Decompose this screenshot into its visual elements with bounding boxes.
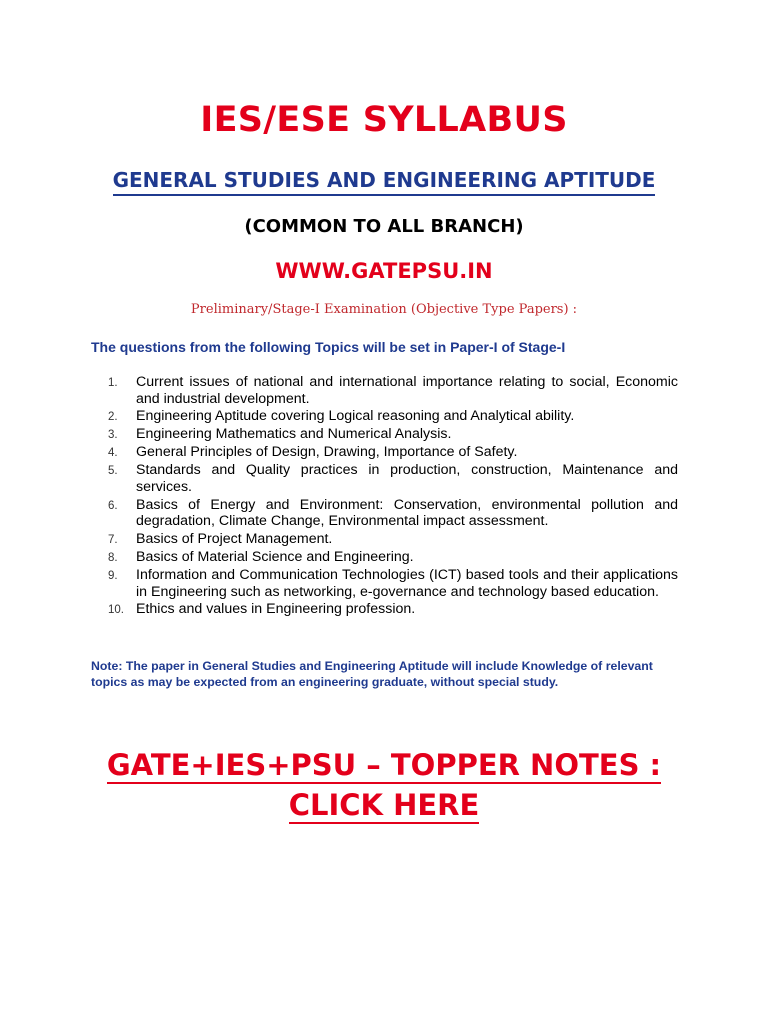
list-item <box>0 497 678 530</box>
list-item-text: Basics of Energy and Environment: Conservation, environmental pollution and degradation, Climate Change, Environmental impact assessment. <box>136 496 678 530</box>
list-item <box>0 426 678 443</box>
list-item-number: 9. <box>108 569 118 582</box>
subtitle-wrapper <box>0 168 768 192</box>
note-paragraph: Note: The paper in General Studies and Engineering Aptitude will include Knowledge of relevant topics as may be expected from an engineering graduate, without special study. <box>91 659 653 689</box>
list-item-text: Standards and Quality practices in production, construction, Maintenance and services. <box>136 462 678 495</box>
list-item <box>0 601 678 618</box>
topics-heading: The questions from the following Topics will be set in Paper-I of Stage-I <box>91 339 566 355</box>
list-item <box>0 408 678 425</box>
list-item-number: 6. <box>108 499 118 512</box>
list-item-number: 7. <box>108 534 118 547</box>
page-title: IES/ESE SYLLABUS <box>200 100 568 140</box>
list-item-text: Engineering Aptitude covering Logical reasoning and Analytical ability. <box>136 408 575 425</box>
list-item <box>0 374 678 407</box>
list-item-text: General Principles of Design, Drawing, Importance of Safety. <box>136 444 518 461</box>
list-item <box>0 549 678 566</box>
common-to-all-branch: (COMMON TO ALL BRANCH) <box>244 216 524 237</box>
list-item-text: Information and Communication Technologies (ICT) based tools and their applications in Engineering such as networking, e-governance and technology based education. <box>136 566 678 600</box>
list-item-text: Basics of Project Management. <box>136 531 333 548</box>
website-link[interactable]: WWW.GATEPSU.IN <box>275 259 493 283</box>
topper-notes-link[interactable] <box>0 745 768 825</box>
list-item <box>0 462 678 495</box>
list-item-text: Current issues of national and international importance relating to social, Economic and industrial development. <box>136 374 678 407</box>
list-item-number: 5. <box>108 465 118 478</box>
subtitle: GENERAL STUDIES AND ENGINEERING APTITUDE <box>113 168 656 196</box>
list-item-number: 8. <box>108 552 118 565</box>
list-item <box>0 444 678 461</box>
list-item-text: Engineering Mathematics and Numerical Analysis. <box>136 426 452 443</box>
list-item-number: 10. <box>108 604 124 617</box>
list-item-number: 2. <box>108 411 118 424</box>
list-item-number: 4. <box>108 447 118 460</box>
cta-line-1[interactable]: GATE+IES+PSU – TOPPER NOTES : <box>106 748 662 782</box>
list-item-text: Ethics and values in Engineering profession. <box>136 601 416 618</box>
click-here-link[interactable]: CLICK HERE <box>288 788 480 822</box>
list-item-text: Basics of Material Science and Engineering. <box>136 549 414 566</box>
exam-stage-line: Preliminary/Stage-I Examination (Objective Type Papers) : <box>190 302 578 317</box>
list-item <box>0 531 678 548</box>
list-item-number: 1. <box>108 377 118 389</box>
list-item <box>0 567 678 600</box>
list-item-number: 3. <box>108 429 118 442</box>
topic-list <box>0 374 768 619</box>
